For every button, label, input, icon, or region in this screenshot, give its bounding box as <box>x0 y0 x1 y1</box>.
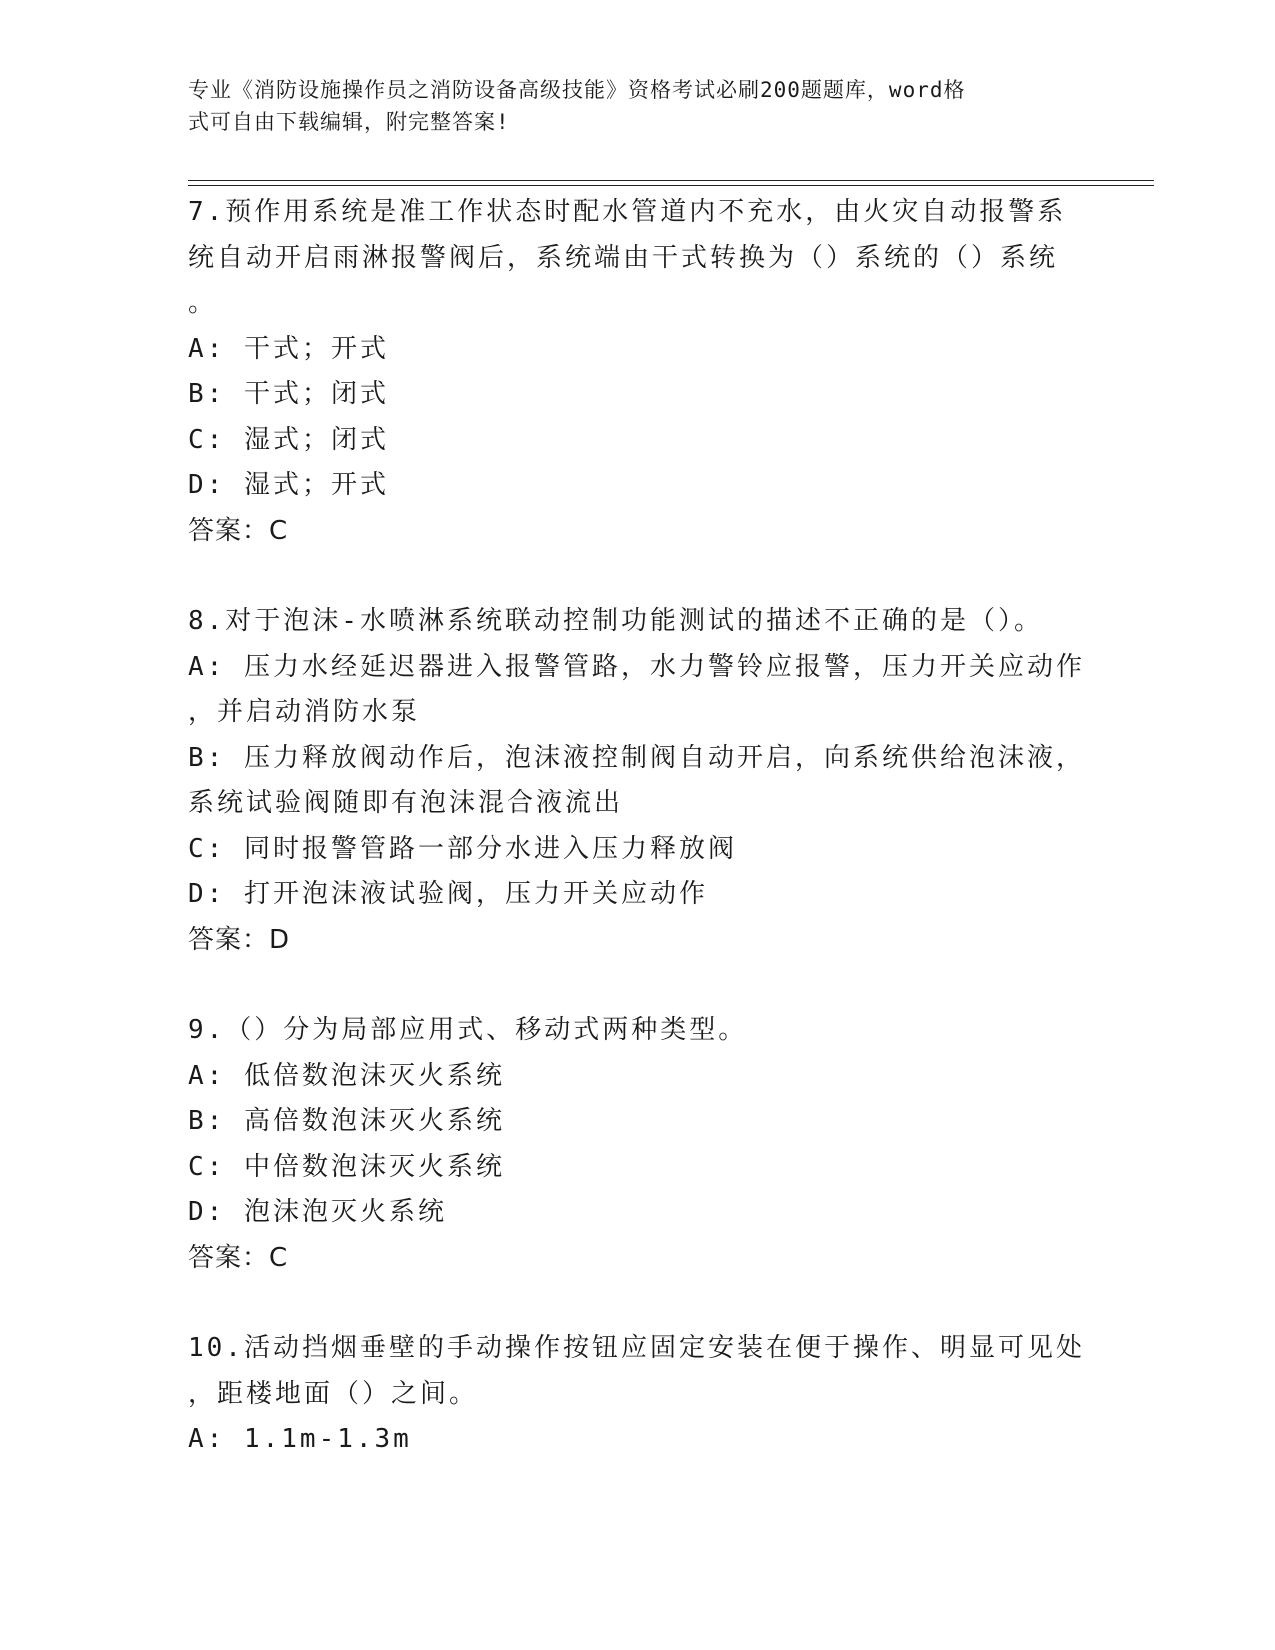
option-b-continued: 系统试验阀随即有泡沫混合液流出 <box>188 788 624 818</box>
question-list <box>188 190 1088 1463</box>
question-text <box>188 1326 1088 1417</box>
question-7 <box>188 190 1088 554</box>
option-a: A: 干式；开式 <box>188 333 389 364</box>
header-line-2: 式可自由下载编辑，附完整答案! <box>188 110 510 134</box>
question-10 <box>188 1326 1088 1463</box>
question-8 <box>188 599 1088 963</box>
answer-line: 答案：C <box>188 1242 289 1273</box>
question-line: 。 <box>188 288 218 318</box>
question-line: 10.活动挡烟垂壁的手动操作按钮应固定安装在便于操作、明显可见处 <box>188 1333 1085 1363</box>
option-a: A: 低倍数泡沫灭火系统 <box>188 1060 505 1091</box>
option-b: B: 高倍数泡沫灭火系统 <box>188 1106 505 1136</box>
header-divider-bottom <box>188 185 1154 186</box>
header-divider-top <box>188 180 1154 181</box>
answer-line: 答案：D <box>188 924 291 955</box>
option-b: B: 压力释放阀动作后，泡沫液控制阀自动开启，向系统供给泡沫液， <box>188 742 1085 773</box>
option-d: D: 泡沫泡灭火系统 <box>188 1197 447 1227</box>
option-d: D: 湿式；开式 <box>188 470 389 500</box>
option-a: A: 1.1m-1.3m <box>188 1424 412 1454</box>
question-line: ，距楼地面（）之间。 <box>188 1378 479 1409</box>
option-a-continued: ，并启动消防水泵 <box>188 697 421 727</box>
question-text <box>188 1008 1088 1054</box>
option-c: C: 同时报警管路一部分水进入压力释放阀 <box>188 833 737 864</box>
option-c: C: 湿式；闭式 <box>188 424 389 455</box>
header-line-1: 专业《消防设施操作员之消防设备高级技能》资格考试必刷200题题库，word格 <box>188 78 966 102</box>
question-9 <box>188 1008 1088 1281</box>
answer-line: 答案：C <box>188 515 289 546</box>
option-a: A: 压力水经延迟器进入报警管路，水力警铃应报警，压力开关应动作 <box>188 651 1085 682</box>
option-b: B: 干式；闭式 <box>188 379 389 409</box>
question-text <box>188 190 1088 327</box>
question-line: 8.对于泡沫-水喷淋系统联动控制功能测试的描述不正确的是（）。 <box>188 606 1043 636</box>
document-header <box>188 74 1068 138</box>
option-d: D: 打开泡沫液试验阀，压力开关应动作 <box>188 879 708 909</box>
question-text <box>188 599 1088 645</box>
question-line: 7.预作用系统是准工作状态时配水管道内不充水，由火灾自动报警系 <box>188 197 1067 227</box>
question-line: 9.（）分为局部应用式、移动式两种类型。 <box>188 1015 748 1045</box>
option-c: C: 中倍数泡沫灭火系统 <box>188 1151 505 1182</box>
question-line: 统自动开启雨淋报警阀后，系统端由干式转换为（）系统的（）系统 <box>188 242 1059 273</box>
